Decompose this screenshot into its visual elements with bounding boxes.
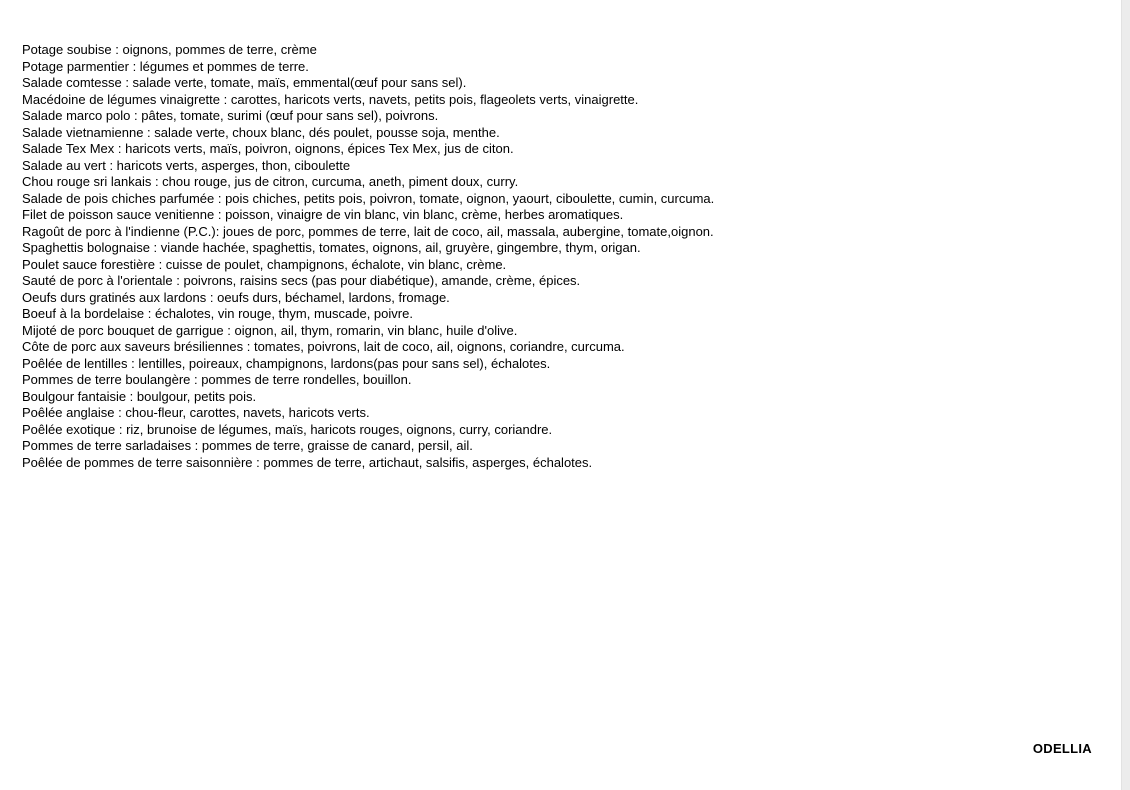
- recipe-line: Poêlée de lentilles : lentilles, poireaux, champignons, lardons(pas pour sans sel), échalotes.: [22, 355, 551, 371]
- recipe-line: Macédoine de légumes vinaigrette : carottes, haricots verts, navets, petits pois, flageolets verts, vinaigrette.: [22, 91, 639, 107]
- recipe-line: Salade comtesse : salade verte, tomate, maïs, emmental(œuf pour sans sel).: [22, 75, 467, 90]
- recipe-line: Pommes de terre sarladaises : pommes de terre, graisse de canard, persil, ail.: [22, 438, 473, 453]
- recipe-line: Poulet sauce forestière : cuisse de poulet, champignons, échalote, vin blanc, crème.: [22, 256, 507, 272]
- recipe-line: Pommes de terre boulangère : pommes de terre rondelles, bouillon.: [22, 372, 412, 387]
- recipe-line: Côte de porc aux saveurs brésiliennes : tomates, poivrons, lait de coco, ail, oignons, coriandre, curcuma.: [22, 339, 625, 354]
- footer-brand: ODELLIA: [1032, 741, 1092, 756]
- recipe-line: Filet de poisson sauce venitienne : poisson, vinaigre de vin blanc, vin blanc, crème, herbes aromatiques.: [22, 207, 624, 222]
- recipe-line: Boulgour fantaisie : boulgour, petits pois.: [22, 388, 257, 404]
- recipe-line: Mijoté de porc bouquet de garrigue : oignon, ail, thym, romarin, vin blanc, huile d'olive.: [22, 322, 518, 338]
- page-edge-scrollbar[interactable]: [1121, 0, 1130, 790]
- recipe-line: Salade vietnamienne : salade verte, choux blanc, dés poulet, pousse soja, menthe.: [22, 124, 500, 140]
- recipe-line: Salade Tex Mex : haricots verts, maïs, poivron, oignons, épices Tex Mex, jus de citon.: [22, 141, 514, 156]
- recipe-line: Sauté de porc à l'orientale : poivrons, raisins secs (pas pour diabétique), amande, crème, épices.: [22, 273, 581, 288]
- recipe-line: Salade marco polo : pâtes, tomate, surimi (œuf pour sans sel), poivrons.: [22, 108, 439, 123]
- recipe-line: Ragoût de porc à l'indienne (P.C.): joues de porc, pommes de terre, lait de coco, ail, massala, aubergine, tomate,oignon.: [22, 223, 714, 239]
- recipe-line: Salade de pois chiches parfumée : pois chiches, petits pois, poivron, tomate, oignon, yaourt, ciboulette, cumin, curcuma.: [22, 190, 715, 206]
- recipe-line: Poêlée anglaise : chou-fleur, carottes, navets, haricots verts.: [22, 405, 370, 420]
- recipe-line: Potage soubise : oignons, pommes de terre, crème: [22, 42, 317, 57]
- recipe-line: Boeuf à la bordelaise : échalotes, vin rouge, thym, muscade, poivre.: [22, 306, 413, 321]
- recipe-line: Chou rouge sri lankais : chou rouge, jus de citron, curcuma, aneth, piment doux, curry.: [22, 174, 519, 189]
- recipe-list: [22, 42, 714, 471]
- recipe-line: Spaghettis bolognaise : viande hachée, spaghettis, tomates, oignons, ail, gruyère, gingembre, thym, origan.: [22, 240, 641, 255]
- recipe-line: Poêlée de pommes de terre saisonnière : pommes de terre, artichaut, salsifis, asperges, échalotes.: [22, 454, 593, 470]
- recipe-line: Poêlée exotique : riz, brunoise de légumes, maïs, haricots rouges, oignons, curry, coriandre.: [22, 421, 553, 437]
- recipe-line: Potage parmentier : légumes et pommes de terre.: [22, 58, 309, 74]
- recipe-line: Oeufs durs gratinés aux lardons : oeufs durs, béchamel, lardons, fromage.: [22, 289, 450, 305]
- recipe-line: Salade au vert : haricots verts, asperges, thon, ciboulette: [22, 157, 351, 173]
